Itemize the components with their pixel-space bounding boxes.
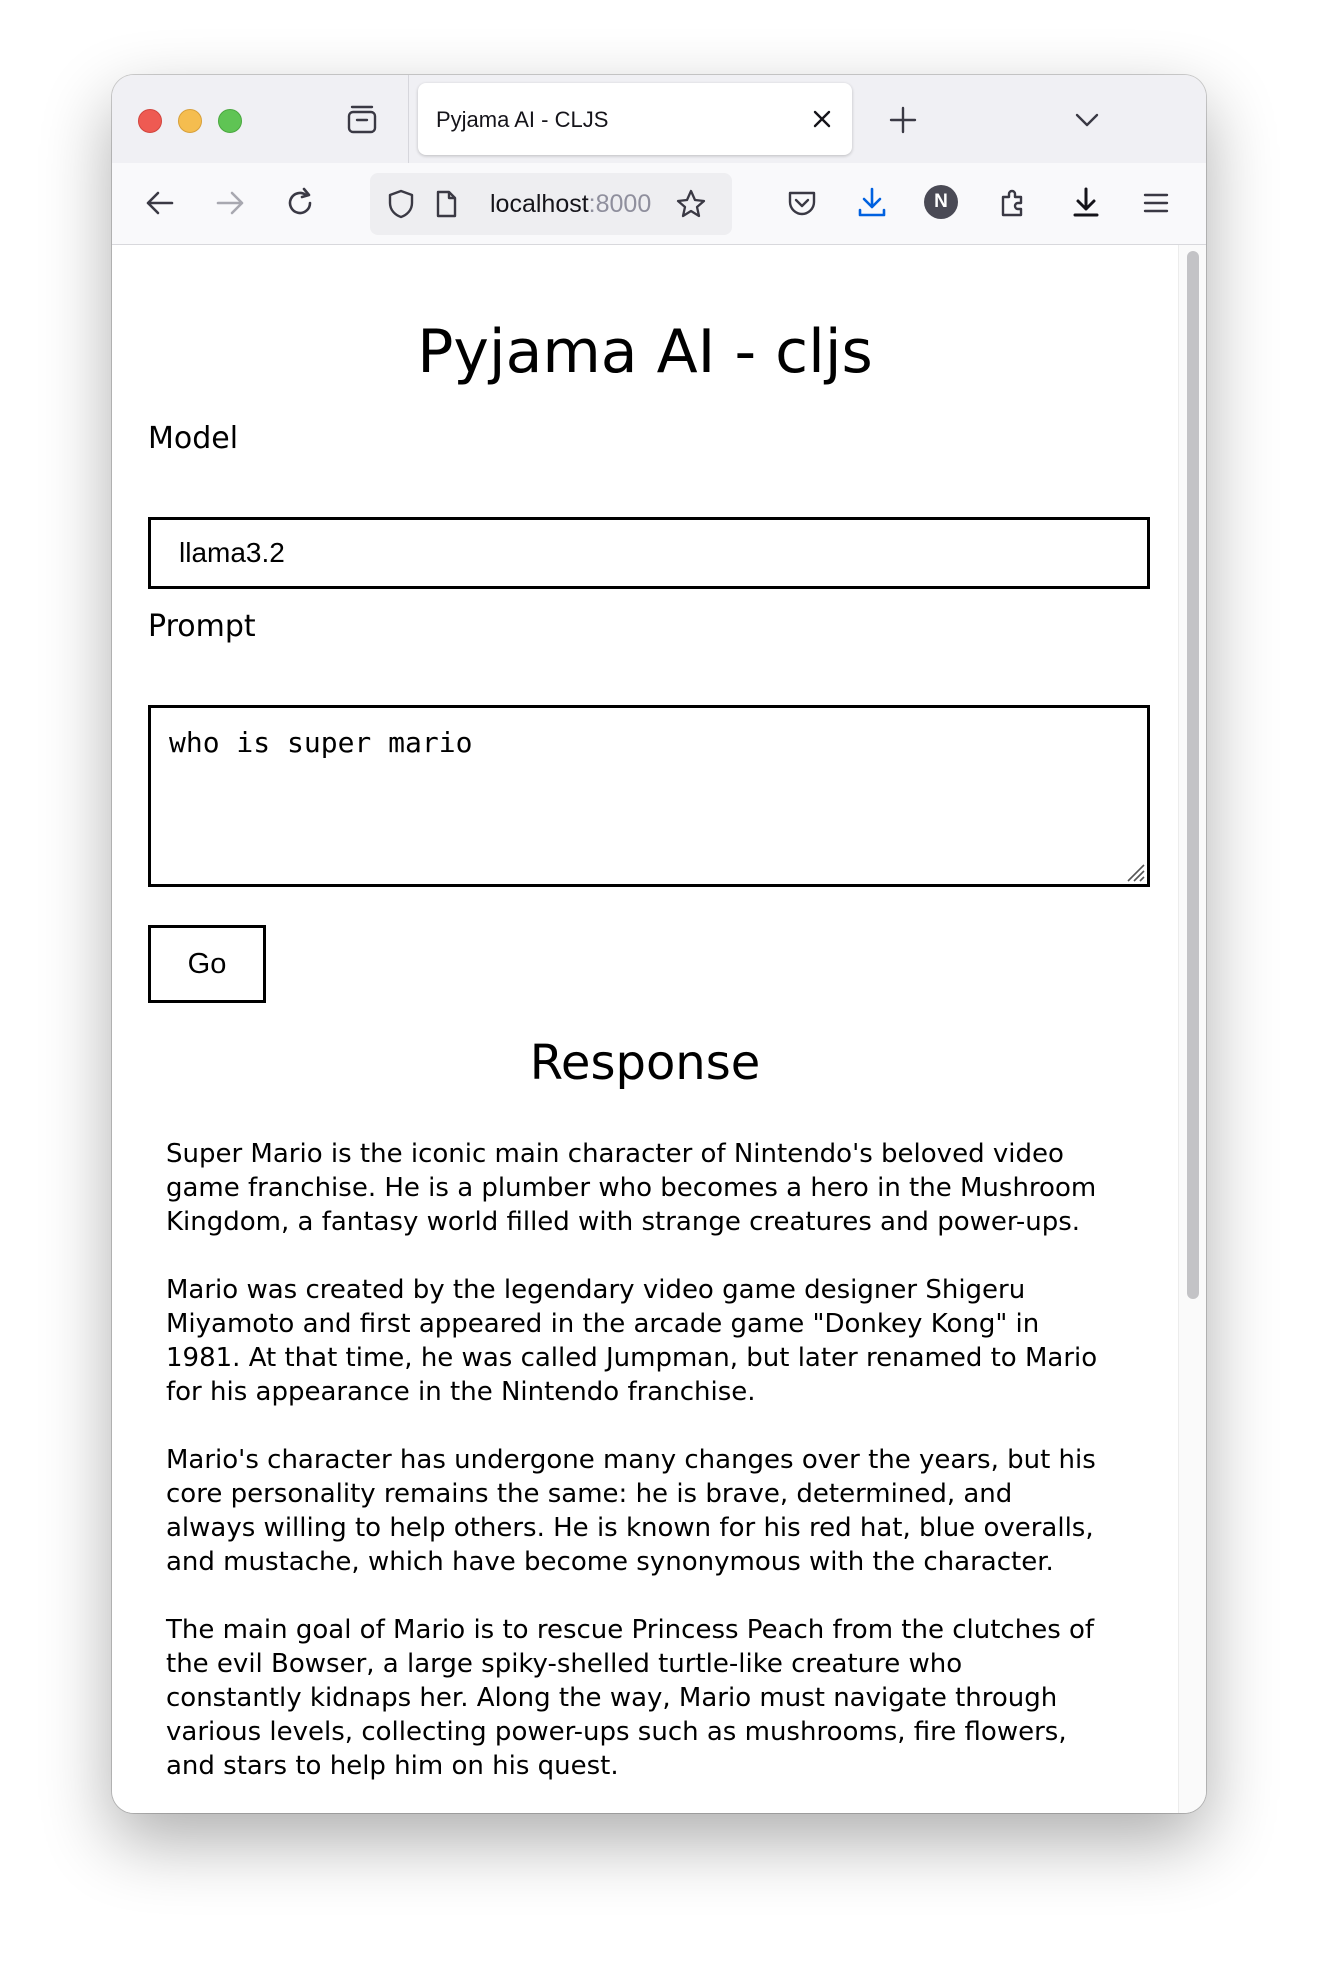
- go-button[interactable]: Go: [148, 925, 266, 1003]
- tab-divider: [408, 75, 409, 163]
- pocket-icon[interactable]: [782, 183, 822, 223]
- browser-window: [112, 75, 1206, 1813]
- page-title: Pyjama AI - cljs: [417, 317, 873, 387]
- download-icon[interactable]: [852, 183, 892, 223]
- tab-strip: [112, 75, 1206, 163]
- prompt-textarea[interactable]: [148, 705, 1150, 887]
- navigation-toolbar: [112, 163, 1206, 245]
- zoom-window-button[interactable]: [218, 109, 242, 133]
- arrow-left-icon[interactable]: [140, 183, 180, 223]
- close-icon[interactable]: [808, 105, 836, 133]
- model-input[interactable]: [148, 517, 1150, 589]
- plus-icon[interactable]: [886, 103, 920, 137]
- response-paragraph: Mario's character has undergone many changes over the years, but his core personality remains the same: he is brave, determined, and always willing to help others. He is known for his red hat, blue overalls, and mustache, which have become synonymous with the character.: [166, 1445, 1096, 1577]
- tab-active[interactable]: [418, 83, 852, 155]
- hamburger-menu-icon[interactable]: [1136, 183, 1176, 223]
- arrow-right-icon[interactable]: [210, 183, 250, 223]
- chevron-down-icon[interactable]: [1072, 105, 1102, 135]
- url-bar[interactable]: [370, 173, 732, 235]
- resize-handle-icon[interactable]: [1120, 857, 1146, 883]
- minimize-window-button[interactable]: [178, 109, 202, 133]
- profile-avatar[interactable]: N: [924, 185, 958, 219]
- page-content: [112, 245, 1206, 1813]
- response-heading: Response: [529, 1035, 761, 1091]
- shield-icon[interactable]: [384, 187, 418, 221]
- tab-title: Pyjama AI - CLJS: [436, 107, 609, 132]
- star-icon[interactable]: [674, 187, 708, 221]
- response-paragraph: Mario was created by the legendary video game designer Shigeru Miyamoto and first appeared in the arcade game "Donkey Kong" in 1981. At that time, he was called Jumpman, but later renamed to Mario for his appearance in the Nintendo franchise.: [166, 1275, 1098, 1407]
- url-text[interactable]: [490, 190, 662, 219]
- reload-icon[interactable]: [280, 183, 320, 223]
- response-paragraph: The main goal of Mario is to rescue Princess Peach from the clutches of the evil Bowser, a large spiky-shelled turtle-like creature who constantly kidnaps her. Along the way, Mario must navigate through various levels, collecting power-ups such as mushrooms, fire flowers, and stars to help him on his quest.: [166, 1615, 1095, 1781]
- response-body: [166, 1137, 1106, 1813]
- vertical-scrollbar[interactable]: [1178, 245, 1206, 1813]
- close-window-button[interactable]: [138, 109, 162, 133]
- prompt-label: Prompt: [148, 609, 256, 644]
- url-host: localhost: [490, 190, 589, 218]
- tab-overview-icon[interactable]: [344, 101, 380, 137]
- model-label: Model: [148, 421, 239, 456]
- save-download-icon[interactable]: [1066, 183, 1106, 223]
- scrollbar-thumb[interactable]: [1187, 251, 1199, 1299]
- response-paragraph: Super Mario is the iconic main character of Nintendo's beloved video game franchise. He is a plumber who becomes a hero in the Mushroom Kingdom, a fantasy world filled with strange creatures and power-ups.: [166, 1139, 1097, 1237]
- page-icon[interactable]: [430, 188, 462, 220]
- puzzle-icon[interactable]: [994, 183, 1034, 223]
- url-port: :8000: [588, 190, 652, 218]
